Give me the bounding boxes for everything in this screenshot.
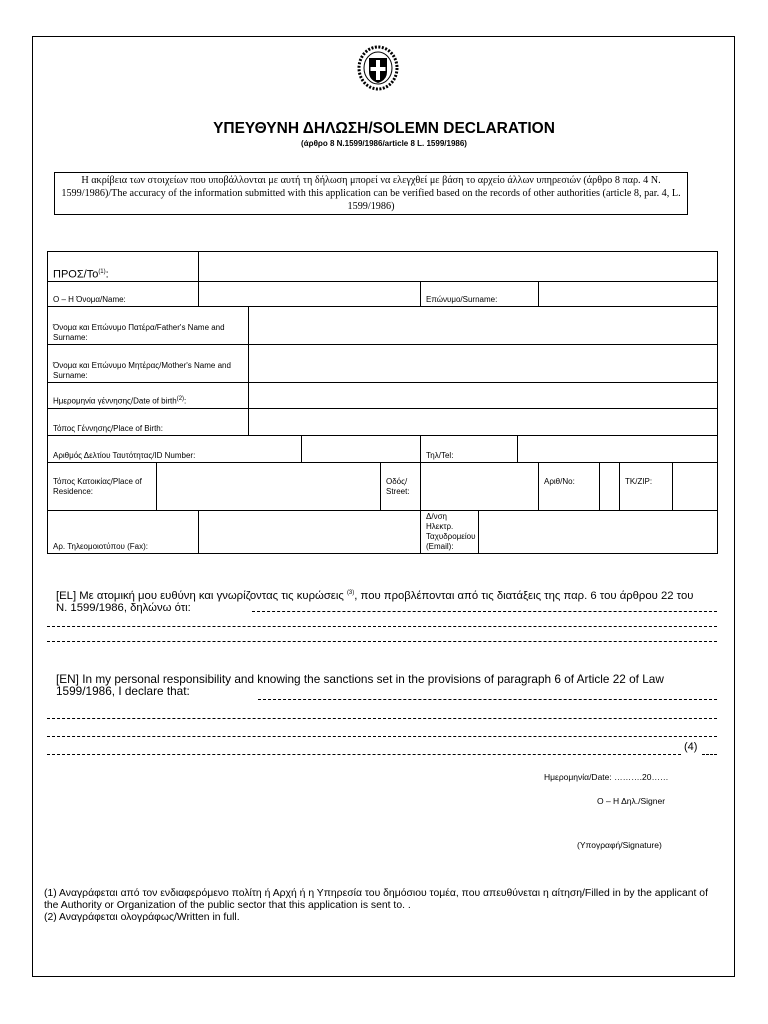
place-of-birth-label: Τόπος Γέννησης/Place of Birth: — [48, 409, 249, 436]
footnotes — [44, 888, 724, 924]
residence-field[interactable] — [157, 463, 381, 511]
email-label: Δ/νση Ηλεκτρ. Ταχυδρομείου (Email): — [421, 511, 479, 554]
name-label: Ο – Η Όνομα/Name: — [48, 282, 199, 307]
surname-label: Επώνυμο/Surname: — [421, 282, 539, 307]
writing-line[interactable] — [47, 718, 717, 719]
writing-line[interactable] — [47, 736, 717, 737]
writing-line[interactable] — [702, 754, 717, 755]
mother-name-field[interactable] — [249, 345, 718, 383]
legal-reference: (άρθρο 8 Ν.1599/1986/article 8 L. 1599/1986) — [301, 139, 467, 148]
mother-name-label: Όνομα και Επώνυμο Μητέρας/Mother's Name and Surname: — [48, 345, 249, 383]
date-of-birth-label: Ημερομηνία γέννησης/Date of birth$^{(2)}$: — [48, 383, 249, 409]
writing-line[interactable] — [258, 699, 717, 700]
surname-field[interactable] — [539, 282, 718, 307]
declaration-english: [EN] In my personal responsibility and knowing the sanctions set in the provisions of paragraph 6 of Article 22 of Law 1599/1986, I declare that: — [56, 672, 664, 698]
date-value[interactable]: ……….20…… — [614, 772, 669, 782]
page-title: ΥΠΕΥΘΥΝΗ ΔΗΛΩΣΗ/SOLEMN DECLARATION — [213, 120, 555, 137]
signature-label: (Υπογραφή/Signature) — [577, 840, 662, 850]
writing-line[interactable] — [47, 754, 681, 755]
tel-label: Τηλ/Tel: — [421, 436, 518, 463]
zip-label: TK/ZIP: — [620, 463, 673, 511]
accuracy-notice: Η ακρίβεια των στοιχείων που υποβάλλονται με αυτή τη δήλωση μπορεί να ελεγχθεί με βάση το αρχείο άλλων υπηρεσιών (άρθρο 8 παρ. 4 Ν. 1599/1986)/The accuracy of the information submitted with this application can be verified based on the records of other authorities (article 8, par. 4, L. 1599/1986) — [54, 172, 688, 215]
number-label: Αριθ/No: — [539, 463, 600, 511]
to-label: ΠΡΟΣ/To$^{(1)}$: — [48, 252, 199, 282]
name-field[interactable] — [199, 282, 421, 307]
footnote-1: (1) Αναγράφεται από τον ενδιαφερόμενο πολίτη ή Αρχή ή η Υπηρεσία του δημόσιου τομέα, που απευθύνεται η αίτηση/Filled in by the applicant of the Authority or Organization of the public sector that this application is sent to. . — [44, 888, 708, 911]
signer-label: Ο – Η Δηλ./Signer — [597, 796, 666, 806]
writing-line[interactable] — [47, 641, 717, 642]
personal-details-table — [47, 251, 718, 554]
id-number-label: Αριθμός Δελτίου Ταυτότητας/ID Number: — [48, 436, 302, 463]
tel-field[interactable] — [518, 436, 718, 463]
id-number-field[interactable] — [302, 436, 421, 463]
fax-label: Αρ. Τηλεομοιοτύπου (Fax): — [48, 511, 199, 554]
street-field[interactable] — [421, 463, 539, 511]
father-name-field[interactable] — [249, 307, 718, 345]
footnote-ref-4: (4) — [684, 741, 698, 753]
father-name-label: Όνομα και Επώνυμο Πατέρα/Father's Name and Surname: — [48, 307, 249, 345]
date-of-birth-field[interactable] — [249, 383, 718, 409]
residence-label: Τόπος Κατοικίας/Place of Residence: — [48, 463, 157, 511]
writing-line[interactable] — [252, 611, 717, 612]
to-field[interactable] — [199, 252, 718, 282]
zip-field[interactable] — [673, 463, 718, 511]
email-field[interactable] — [479, 511, 718, 554]
greek-coat-of-arms-icon — [356, 44, 400, 92]
date-label: Ημερομηνία/Date: ……….20…… — [544, 772, 669, 782]
footnote-2: (2) Αναγράφεται ολογράφως/Written in full. — [44, 912, 240, 923]
writing-line[interactable] — [47, 626, 717, 627]
place-of-birth-field[interactable] — [249, 409, 718, 436]
street-label: Οδός/ Street: — [381, 463, 421, 511]
declaration-greek: [EL] Με ατομική μου ευθύνη και γνωρίζοντας τις κυρώσεις $^{(3)}$, που προβλέπονται από τις διατάξεις της παρ. 6 του άρθρου 22 του Ν. 1599/1986, δηλώνω ότι: — [56, 589, 694, 614]
number-field[interactable] — [600, 463, 620, 511]
fax-field[interactable] — [199, 511, 421, 554]
